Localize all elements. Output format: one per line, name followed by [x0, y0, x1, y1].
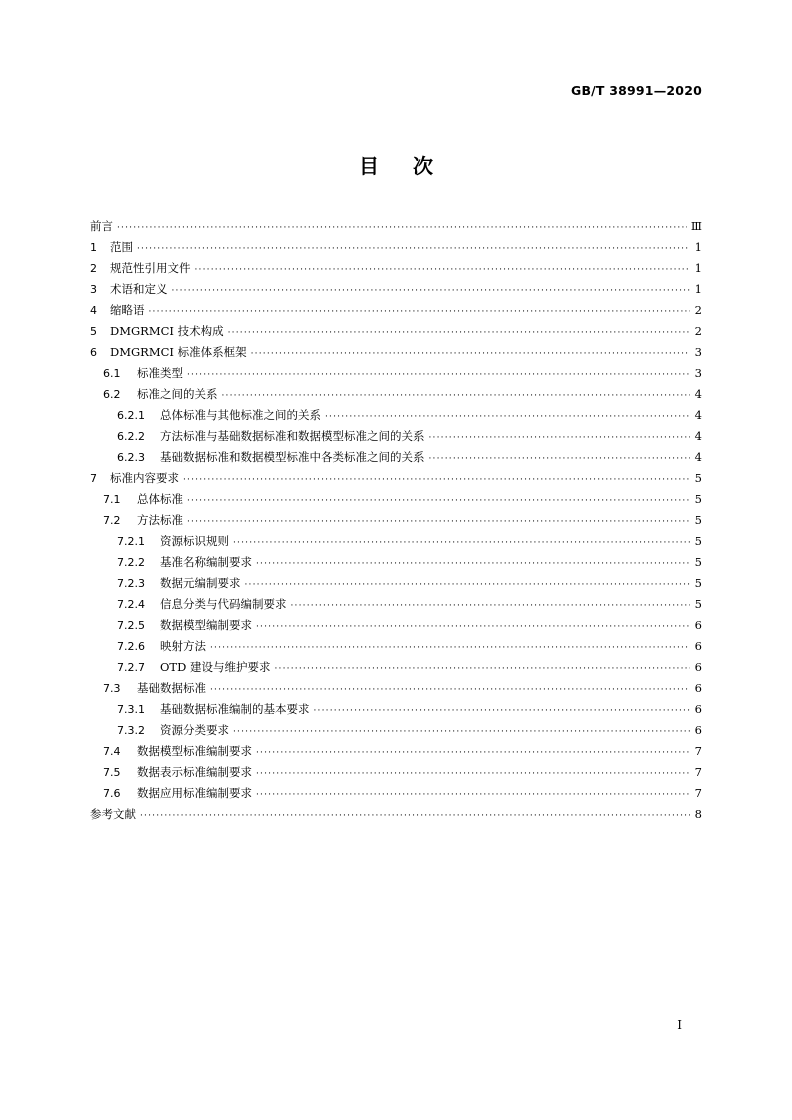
toc-entry-number: 7.5: [103, 766, 121, 779]
toc-entry[interactable]: [90, 510, 702, 531]
toc-entry-number: 5: [90, 325, 97, 338]
toc-entry-page: 5: [694, 492, 702, 506]
toc-entry-number: 7.2.5: [117, 619, 145, 632]
toc-entry-number: 7.3: [103, 682, 121, 695]
toc-entry-title: 标准类型: [137, 366, 183, 380]
toc-entry-title: 总体标准: [137, 492, 183, 506]
toc-entry-page: 5: [694, 471, 702, 485]
toc-entry-page: 7: [694, 744, 702, 758]
toc-entry-page: 6: [694, 702, 702, 716]
toc-entry[interactable]: [90, 363, 702, 384]
toc-entry-page: 5: [694, 534, 702, 548]
toc-leader-dots: [187, 365, 690, 386]
toc-entry-title: 资源分类要求: [160, 723, 229, 737]
toc-leader-dots: [222, 386, 691, 407]
toc-entry-title: OTD 建设与维护要求: [160, 660, 271, 674]
toc-entry-number: 7.1: [103, 493, 121, 506]
toc-entry-number: 7.2.1: [117, 535, 145, 548]
toc-entry-page: 1: [694, 240, 702, 254]
toc-entry-title: DMGRMCI 技术构成: [110, 324, 224, 338]
toc-entry[interactable]: [90, 489, 702, 510]
toc-entry-page: 5: [694, 597, 702, 611]
toc-entry[interactable]: [90, 468, 702, 489]
toc-leader-dots: [172, 281, 691, 302]
toc-leader-dots: [314, 701, 691, 722]
toc-entry-title: 数据模型标准编制要求: [137, 744, 252, 758]
toc-entry-number: 6.2.3: [117, 451, 145, 464]
toc-entry-number: 6.2.1: [117, 409, 145, 422]
toc-entry-number: 6.2.2: [117, 430, 145, 443]
toc-entry-number: 7.4: [103, 745, 121, 758]
toc-entry[interactable]: [90, 783, 702, 804]
toc-entry-title: 总体标准与其他标准之间的关系: [160, 408, 321, 422]
toc-entry-number: 7.2.3: [117, 577, 145, 590]
toc-entry-page: 3: [694, 366, 702, 380]
toc-leader-dots: [210, 680, 690, 701]
toc-leader-dots: [149, 302, 691, 323]
toc-entry[interactable]: [90, 804, 702, 825]
toc-leader-dots: [233, 722, 690, 743]
toc-entry-number: 7: [90, 472, 97, 485]
toc-entry[interactable]: [90, 300, 702, 321]
toc-entry-number: 7.2: [103, 514, 121, 527]
toc-entry-title: 标准内容要求: [110, 471, 179, 485]
toc-leader-dots: [256, 554, 690, 575]
toc-entry[interactable]: [90, 216, 702, 237]
toc-entry-page: 5: [694, 555, 702, 569]
toc-leader-dots: [117, 218, 687, 239]
toc-entry-page: 4: [694, 450, 702, 464]
toc-entry-title: 方法标准: [137, 513, 183, 527]
toc-entry-title: 标准之间的关系: [137, 387, 218, 401]
toc-leader-dots: [140, 806, 690, 827]
toc-entry-number: 7.2.7: [117, 661, 145, 674]
table-of-contents: [90, 216, 702, 825]
toc-entry[interactable]: [90, 426, 702, 447]
toc-entry[interactable]: [90, 594, 702, 615]
toc-leader-dots: [210, 638, 690, 659]
toc-leader-dots: [187, 491, 690, 512]
toc-entry-title: 方法标准与基础数据标准和数据模型标准之间的关系: [160, 429, 425, 443]
toc-entry-title: DMGRMCI 标准体系框架: [110, 345, 247, 359]
toc-leader-dots: [187, 512, 690, 533]
toc-entry[interactable]: [90, 573, 702, 594]
toc-entry-number: 6.2: [103, 388, 121, 401]
toc-entry-page: 4: [694, 408, 702, 422]
toc-entry-title: 数据表示标准编制要求: [137, 765, 252, 779]
toc-entry[interactable]: [90, 636, 702, 657]
toc-entry-page: 6: [694, 639, 702, 653]
toc-entry[interactable]: [90, 405, 702, 426]
toc-leader-dots: [256, 764, 690, 785]
toc-entry-number: 7.2.4: [117, 598, 145, 611]
toc-entry[interactable]: [90, 531, 702, 552]
toc-entry[interactable]: [90, 741, 702, 762]
toc-entry-page: 6: [694, 681, 702, 695]
toc-entry-page: 2: [694, 303, 702, 317]
toc-entry[interactable]: [90, 657, 702, 678]
toc-entry-title: 术语和定义: [110, 282, 168, 296]
toc-entry-title: 信息分类与代码编制要求: [160, 597, 287, 611]
toc-entry[interactable]: [90, 384, 702, 405]
toc-leader-dots: [325, 407, 690, 428]
toc-entry[interactable]: [90, 699, 702, 720]
toc-leader-dots: [291, 596, 691, 617]
toc-entry[interactable]: [90, 678, 702, 699]
toc-entry-title: 映射方法: [160, 639, 206, 653]
toc-entry-page: 6: [694, 660, 702, 674]
toc-leader-dots: [256, 617, 690, 638]
toc-entry[interactable]: [90, 552, 702, 573]
toc-entry-page: 4: [694, 429, 702, 443]
toc-entry-page: 2: [694, 324, 702, 338]
toc-entry-number: 4: [90, 304, 97, 317]
toc-entry-page: 6: [694, 723, 702, 737]
toc-entry-title: 参考文献: [90, 807, 136, 821]
toc-entry-title: 基础数据标准编制的基本要求: [160, 702, 310, 716]
toc-leader-dots: [256, 743, 690, 764]
toc-leader-dots: [228, 323, 690, 344]
toc-entry-number: 6.1: [103, 367, 121, 380]
toc-entry-number: 7.3.1: [117, 703, 145, 716]
toc-entry-number: 7.2.6: [117, 640, 145, 653]
toc-leader-dots: [195, 260, 691, 281]
toc-entry-title: 缩略语: [110, 303, 145, 317]
toc-entry-number: 3: [90, 283, 97, 296]
toc-leader-dots: [429, 428, 691, 449]
toc-entry-page: 6: [694, 618, 702, 632]
toc-leader-dots: [256, 785, 690, 806]
toc-entry-number: 1: [90, 241, 97, 254]
toc-entry-page: 4: [694, 387, 702, 401]
toc-entry[interactable]: [90, 237, 702, 258]
toc-entry-title: 基础数据标准: [137, 681, 206, 695]
toc-entry-title: 前言: [90, 219, 113, 233]
toc-entry-number: 7.3.2: [117, 724, 145, 737]
toc-entry[interactable]: [90, 447, 702, 468]
toc-entry-title: 资源标识规则: [160, 534, 229, 548]
toc-entry-page: 7: [694, 765, 702, 779]
toc-entry-title: 数据元编制要求: [160, 576, 241, 590]
toc-entry-number: 7.6: [103, 787, 121, 800]
toc-entry-page: 7: [694, 786, 702, 800]
toc-entry-title: 数据模型编制要求: [160, 618, 252, 632]
page-number: I: [677, 1018, 682, 1032]
toc-entry-title: 范围: [110, 240, 133, 254]
toc-leader-dots: [245, 575, 691, 596]
toc-entry-number: 2: [90, 262, 97, 275]
toc-entry-title: 规范性引用文件: [110, 261, 191, 275]
toc-leader-dots: [274, 659, 690, 680]
toc-entry-title: 基础数据标准和数据模型标准中各类标准之间的关系: [160, 450, 425, 464]
toc-leader-dots: [251, 344, 690, 365]
toc-entry-number: 7.2.2: [117, 556, 145, 569]
toc-entry-title: 数据应用标准编制要求: [137, 786, 252, 800]
toc-entry-page: 8: [694, 807, 702, 821]
toc-entry[interactable]: [90, 762, 702, 783]
standard-number: GB/T 38991—2020: [570, 83, 702, 98]
toc-leader-dots: [429, 449, 691, 470]
toc-entry-page: 5: [694, 513, 702, 527]
toc-entry-page: 5: [694, 576, 702, 590]
toc-entry[interactable]: [90, 342, 702, 363]
toc-entry-page: 3: [694, 345, 702, 359]
toc-entry[interactable]: [90, 279, 702, 300]
toc-entry[interactable]: [90, 258, 702, 279]
toc-entry-title: 基准名称编制要求: [160, 555, 252, 569]
toc-entry[interactable]: [90, 720, 702, 741]
toc-entry-number: 6: [90, 346, 97, 359]
toc-leader-dots: [183, 470, 690, 491]
toc-entry-page: 1: [694, 282, 702, 296]
page-title: 目次: [359, 154, 467, 178]
toc-entry-page: 1: [694, 261, 702, 275]
toc-leader-dots: [233, 533, 690, 554]
toc-entry[interactable]: [90, 615, 702, 636]
toc-leader-dots: [137, 239, 690, 260]
toc-entry-page: Ⅲ: [690, 219, 702, 233]
toc-entry[interactable]: [90, 321, 702, 342]
